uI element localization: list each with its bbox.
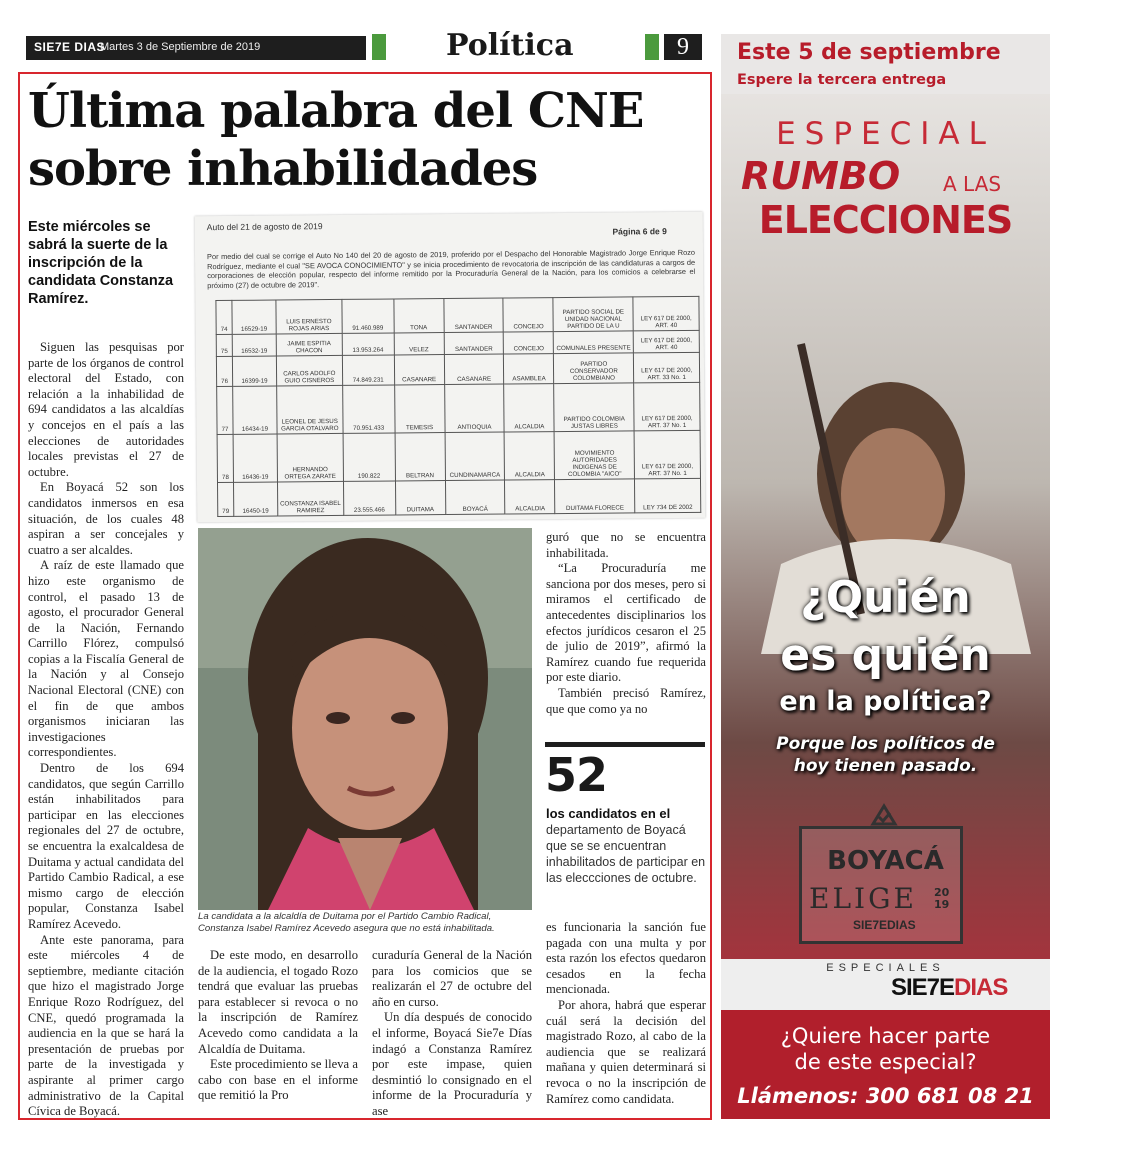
table-cell: 77 xyxy=(217,386,233,434)
logo-year-top: 20 xyxy=(934,886,950,899)
table-cell: ASAMBLEA xyxy=(504,354,554,384)
section-title: Política xyxy=(446,28,574,63)
table-cell: CONCEJO xyxy=(503,298,553,332)
article-column-4-bottom xyxy=(546,920,706,1107)
table-cell: 13.953.264 xyxy=(342,333,394,355)
table-row xyxy=(217,478,700,516)
ad-cta-line-1: ¿Quiere hacer parte xyxy=(780,1024,991,1048)
ad-especial: ESPECIAL xyxy=(776,116,995,152)
table-cell: LUIS ERNESTO ROJAS ARIAS xyxy=(276,299,342,334)
table-cell: DUITAMA FLORECE xyxy=(555,479,635,514)
table-cell: LEY 617 DE 2000, ART. 37 No. 1 xyxy=(634,430,700,479)
table-row xyxy=(217,382,700,434)
table-cell: 16436-19 xyxy=(233,434,277,482)
table-cell: ALCALDIA xyxy=(504,384,554,432)
ad-subline: Espere la tercera entrega xyxy=(737,72,947,88)
ad-pitch-2: hoy tienen pasado. xyxy=(793,756,978,776)
table-cell: 76 xyxy=(216,356,232,386)
stat-rule xyxy=(545,742,705,747)
table-cell: MOVIMIENTO AUTORIDADES INDIGENAS DE COLOMBIA "AICO" xyxy=(554,431,634,480)
table-cell: SANTANDER xyxy=(444,332,504,355)
table-cell: 78 xyxy=(217,434,233,482)
table-cell: BELTRAN xyxy=(395,433,445,481)
table-cell: DUITAMA xyxy=(395,481,445,515)
logo-mini-brand: SIE7EDIAS xyxy=(853,918,916,932)
stat-number: 52 xyxy=(545,748,608,802)
deck: Este miércoles se sabrá la suerte de la inscripción de la candidata Constanza Ramírez. xyxy=(28,219,174,307)
table-cell: HERNANDO ORTEGA ZARATE xyxy=(277,433,343,482)
article-column-4-top xyxy=(546,530,706,717)
document-intro: Por medio del cual se corrige el Auto No 140 del 20 de agosto de 2019, proferido por el Despacho del Honorable Magistrado Jorge Enrique Rozo Rodríguez, mediante el cual "SE AVOCA CONOCIMIENTO" y se inicia procedimiento de revocatoria de inscripción de las candidaturas a cargos de corporaciones de elección popular, respecto del informe remitido por la Procuraduría General de la Nación, para los comicios a celebrarse el próximo (27) de octubre de 2019". xyxy=(206,247,696,290)
document-heading: Auto del 21 de agosto de 2019 xyxy=(206,221,323,233)
paragraph: curaduría General de la Nación para los comicios que se realizarán el 27 de octubre del año en curso. xyxy=(372,948,532,1009)
paragraph: En Boyacá 52 son los candidatos inmersos en esa situación, de los cuales 48 aspiran a ser concejales y cuatro a ser alcaldes. xyxy=(28,480,184,557)
candidate-photo xyxy=(198,528,532,910)
ad-brand-part-b: DIAS xyxy=(954,974,1008,1001)
paragraph: También precisó Ramírez, que que como ya no xyxy=(546,685,706,716)
document-scan xyxy=(195,212,706,522)
article-column-3 xyxy=(372,948,532,1120)
logo-elige: ELIGE xyxy=(809,882,917,915)
table-cell: CONSTANZA ISABEL RAMIREZ xyxy=(277,481,343,516)
table-cell: CARLOS ADOLFO GUIO CISNEROS xyxy=(276,355,342,386)
table-cell: ALCALDIA xyxy=(505,432,555,480)
advertisement xyxy=(721,34,1050,1119)
table-cell: SANTANDER xyxy=(443,298,503,333)
header-accent-left xyxy=(372,34,386,60)
ad-brand-part-a: SIE7E xyxy=(891,974,955,1001)
paragraph: Por ahora, habrá que esperar cuál será la decisión del magistrado Rozo, al cabo de la audiencia que se realizará mañana y quien determinará si revoca o no la inscripción de Ramírez como candidata. xyxy=(546,997,706,1106)
table-cell: JAIME ESPITIA CHACON xyxy=(276,333,342,356)
table-cell: PARTIDO SOCIAL DE UNIDAD NACIONAL PARTIDO DE LA U xyxy=(553,297,633,332)
ad-rumbo: RUMBO xyxy=(741,154,901,198)
table-cell: 16434-19 xyxy=(233,386,277,434)
table-cell: CONCEJO xyxy=(504,332,554,354)
document-page: Página 6 de 9 xyxy=(612,226,667,237)
stat-description: departamento de Boyacá que se se encuentran inhabilitados de participar en las eleccciones de octubre. xyxy=(546,823,706,885)
table-cell: LEY 734 DE 2002 xyxy=(635,478,701,513)
ad-phone: Llámenos: 300 681 08 21 xyxy=(737,1084,1034,1108)
page-number: 9 xyxy=(664,34,702,60)
table-cell: LEONEL DE JESUS GARCIA OTALVARO xyxy=(277,385,343,434)
table-cell: LEY 617 DE 2000, ART. 40 xyxy=(633,296,699,331)
document-table xyxy=(215,296,701,517)
article-column-1 xyxy=(28,340,184,1120)
stat-label: los candidatos en el xyxy=(546,806,671,821)
table-cell: 91.460.989 xyxy=(342,299,394,333)
header-accent-right xyxy=(645,34,659,60)
table-row xyxy=(217,430,700,482)
table-cell: 16532-19 xyxy=(232,334,276,356)
table-cell: CASANARE xyxy=(394,355,444,385)
paragraph: Un día después de conocido el informe, Boyacá Sie7e Días indagó a Constanza Ramírez por este impase, quien desmintió lo consignado en el informe de la Procuraduría y ase xyxy=(372,1010,532,1118)
table-cell: TONA xyxy=(393,299,443,333)
paragraph: Siguen las pesquisas por parte de los órganos de control electoral del Estado, con relación a la inhabilidad de 694 candidatos a las alcaldías y concejos en el país a las elecciones de autoridades locales previstas el 27 de octubre. xyxy=(28,340,184,479)
table-cell: LEY 617 DE 2000, ART. 40 xyxy=(633,330,699,353)
table-cell: 23.555.466 xyxy=(343,481,395,515)
table-cell: TEMESIS xyxy=(394,385,444,433)
logo-boyaca: BOYACÁ xyxy=(827,846,944,876)
table-cell: 70.951.433 xyxy=(342,385,394,433)
header-date: Martes 3 de Septiembre de 2019 xyxy=(100,41,261,53)
table-cell: CUNDINAMARCA xyxy=(445,432,505,481)
ad-a-las: A LAS xyxy=(943,172,1002,196)
table-cell: LEY 617 DE 2000, ART. 33 No. 1 xyxy=(634,352,700,383)
photo-caption: La candidata a la alcaldía de Duitama por el Partido Cambio Radical, Constanza Isabel Ramírez Acevedo asegura que no está inhabilitada. xyxy=(198,911,495,934)
table-cell: 74.849.231 xyxy=(342,355,394,385)
ad-question-3: en la política? xyxy=(779,686,992,717)
ad-elecciones: ELECCIONES xyxy=(758,198,1013,242)
table-cell: ANTIOQUIA xyxy=(444,384,504,433)
table-cell: PARTIDO COLOMBIA JUSTAS LIBRES xyxy=(554,383,634,432)
table-cell: 75 xyxy=(216,334,232,356)
table-cell: 16450-19 xyxy=(233,482,277,516)
table-cell: ALCALDIA xyxy=(505,480,555,514)
logo-year-bottom: 19 xyxy=(934,898,950,911)
table-cell: 16529-19 xyxy=(232,300,276,334)
table-cell: CASANARE xyxy=(444,354,504,385)
paragraph: Ante este panorama, para este miércoles 4 de septiembre, mediante citación que hizo el magistrado Jorge Enrique Rozo Rodríguez, del CNE, quedó programada la audiencia en la que se hará la presentación de pruebas por parte de la investigada y aspirante al primer cargo administrativo de la Capital Cívica de Boyacá. xyxy=(28,932,184,1119)
ad-question-1: ¿Quién xyxy=(800,572,971,623)
header-brand: SIE7E DIAS xyxy=(34,40,106,54)
table-cell: 190.822 xyxy=(343,433,395,481)
ad-date: Este 5 de septiembre xyxy=(737,40,1001,65)
paragraph: A raíz de este llamado que hizo este organismo de control, el pasado 13 de agosto, el procurador General de la Nación, Fernando Carrillo Flórez, compulsó copias a la Fiscalía General de la Nación y al Consejo Nacional Electoral (CNE) con el fin de que ambos organismos iniciaran las investigaciones correspondientes. xyxy=(28,558,184,760)
table-cell: VELEZ xyxy=(394,333,444,355)
paragraph: De este modo, en desarrollo de la audiencia, el togado Rozo tendrá que evaluar las pruebas para establecer si revoca o no la inscripción de Ramírez Acevedo como candidata a la Alcaldía de Duitama. xyxy=(198,948,358,1056)
paragraph: “La Procuraduría me sanciona por dos meses, pero si miramos el certificado de antecedentes disciplinarios los efectos jurídicos cesaron el 25 de julio de 2019”, afirmó la Ramírez cuando fue requerida por este diario. xyxy=(546,561,706,685)
ballot-check-icon xyxy=(869,802,899,828)
ad-pitch-1: Porque los políticos de xyxy=(776,734,995,754)
portrait-illustration xyxy=(198,528,532,910)
table-cell: BOYACÁ xyxy=(445,480,505,515)
table-row xyxy=(216,352,699,386)
headline: Última palabra del CNE sobre inhabilidades xyxy=(28,83,644,197)
paragraph: Dentro de los 694 candidatos, que según Carrillo están inhabilitados para participar en las elecciones regionales del 27 de octubre, se encuentra la exalcaldesa de Duitama y actual candidata del Partido Cambio Radical, a ese mismo cargo de elección popular, Constanza Isabel Ramírez Acevedo. xyxy=(28,761,184,931)
table-cell: 74 xyxy=(216,300,232,334)
table-row xyxy=(216,296,699,334)
paragraph: es funcionaria la sanción fue pagada con una multa y por esta razón los efectos quedaron cesados en la fecha mencionada. xyxy=(546,920,706,997)
table-cell: LEY 617 DE 2000, ART. 37 No. 1 xyxy=(634,382,700,431)
table-cell: COMUNALES PRESENTE xyxy=(554,331,634,354)
logo-year xyxy=(934,887,949,911)
article-column-2 xyxy=(198,948,358,1104)
ad-especiales: ESPECIALES xyxy=(826,962,945,974)
paragraph: Este procedimiento se lleva a cabo con base en el informe que remitió la Pro xyxy=(198,1057,358,1103)
ad-question-2: es quién xyxy=(780,630,991,681)
table-cell: 16399-19 xyxy=(232,356,276,386)
table-cell: PARTIDO CONSERVADOR COLOMBIANO xyxy=(554,353,634,384)
table-cell: 79 xyxy=(217,482,233,516)
ad-cta-line-2: de este especial? xyxy=(794,1050,977,1074)
paragraph: guró que no se encuentra inhabilitada. xyxy=(546,530,706,560)
